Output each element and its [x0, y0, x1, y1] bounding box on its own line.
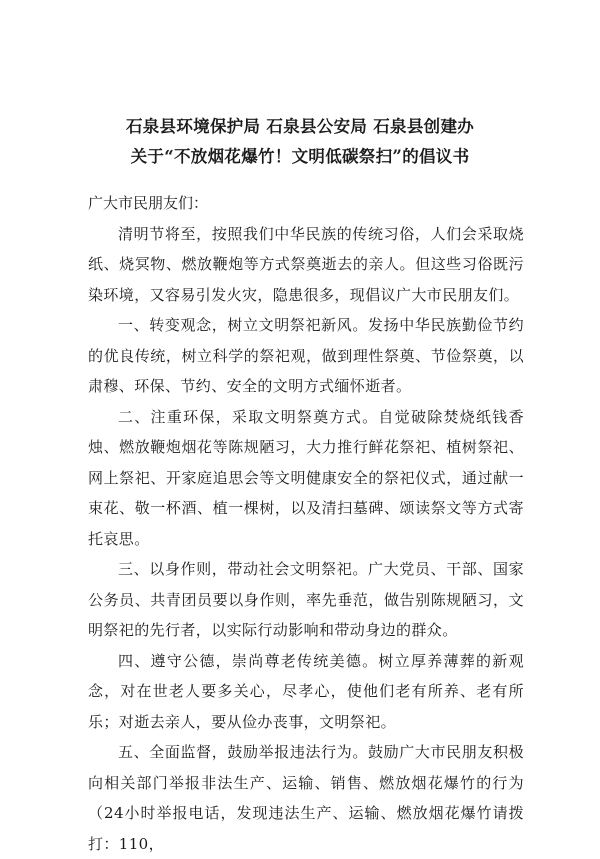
- paragraph-point-2: 二、注重环保，采取文明祭奠方式。自觉破除焚烧纸钱香烛、燃放鞭炮烟花等陈规陋习，大力推行鲜花祭祀、植树祭祀、网上祭祀、开家庭追思会等文明健康安全的祭祀仪式，通过献一束花、敬一杯酒、植一棵树，以及清扫墓碑、颂读祭文等方式寄托哀思。: [88, 407, 524, 548]
- salutation: 广大市民朋友们：: [88, 194, 209, 212]
- paragraph-point-1: 一、转变观念，树立文明祭祀新风。发扬中华民族勤俭节约的优良传统，树立科学的祭祀观，做到理性祭奠、节俭祭奠，以肃穆、环保、节约、安全的文明方式缅怀逝者。: [88, 316, 524, 395]
- paragraph-point-4: 四、遵守公德，崇尚尊老传统美德。树立厚养薄葬的新观念，对在世老人要多关心，尽孝心，使他们老有所养、老有所乐；对逝去亲人，要从俭办丧事，文明祭祀。: [88, 651, 524, 731]
- document-title: [0, 112, 600, 172]
- paragraph-intro: 清明节将至，按照我们中华民族的传统习俗，人们会采取烧纸、烧冥物、燃放鞭炮等方式祭奠逝去的亲人。但这些习俗既污染环境，又容易引发火灾，隐患很多，现倡议广大市民朋友们。: [88, 224, 524, 304]
- paragraph-point-3: 三、以身作则，带动社会文明祭祀。广大党员、干部、国家公务员、共青团员要以身作则，率先垂范，做告别陈规陋习，文明祭祀的先行者，以实际行动影响和带动身边的群众。: [88, 560, 524, 639]
- document-body: [88, 188, 524, 859]
- title-line-subject: 关于“不放烟花爆竹！文明低碳祭扫”的倡议书: [130, 147, 470, 166]
- paragraph-point-5: 五、全面监督，鼓励举报违法行为。鼓励广大市民朋友积极向相关部门举报非法生产、运输、销售、燃放烟花爆竹的行为（24小时举报电话，发现违法生产、运输、燃放烟花爆竹请拨打：110，: [88, 743, 524, 853]
- title-line-issuers: 石泉县环境保护局 石泉县公安局 石泉县创建办: [125, 117, 475, 136]
